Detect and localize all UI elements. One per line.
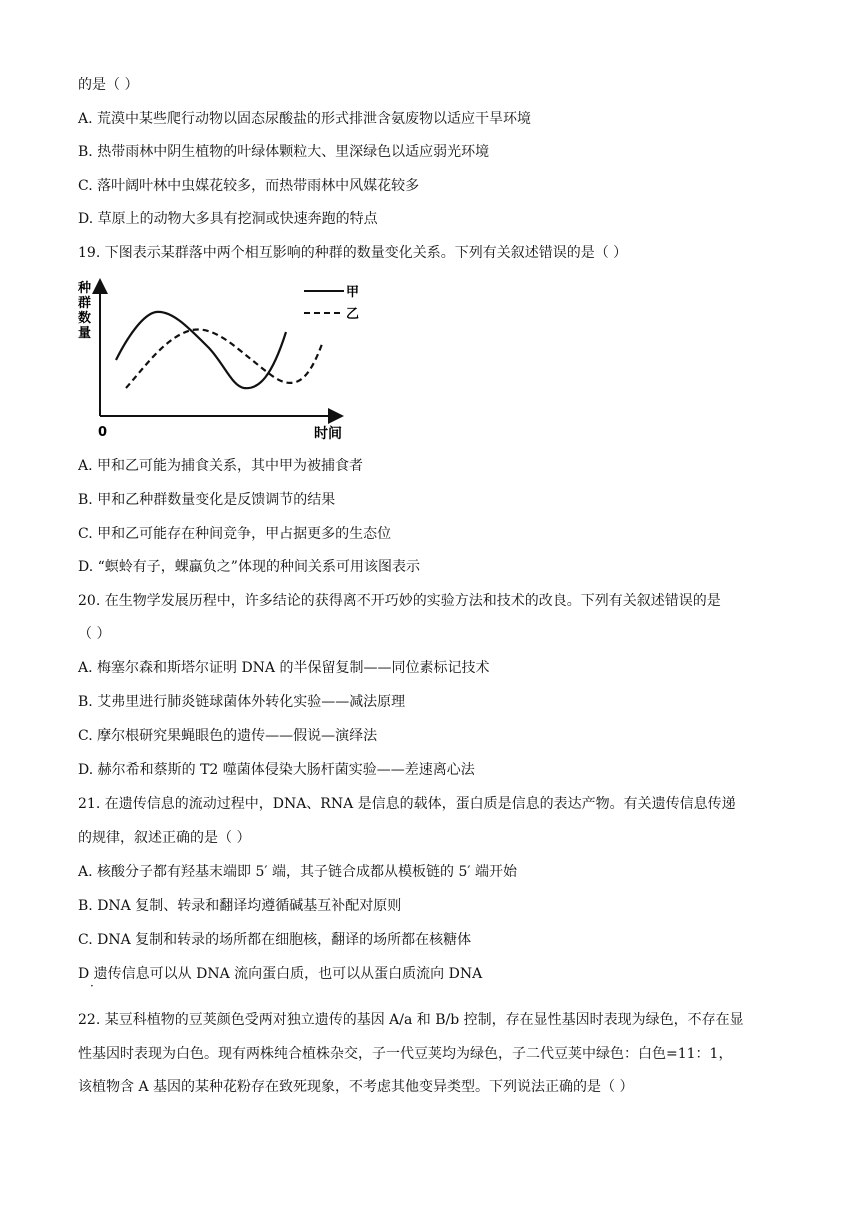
q21-option-c: C. DNA 复制和转录的场所都在细胞核，翻译的场所都在核糖体 xyxy=(78,932,472,948)
q19-option-a: A. 甲和乙可能为捕食关系，其中甲为被捕食者 xyxy=(78,458,364,474)
series-jia-curve xyxy=(116,312,286,388)
q21-option-b: B. DNA 复制、转录和翻译均遵循碱基互补配对原则 xyxy=(78,898,402,914)
question-22: 22. 某豆科植物的豆荚颜色受两对独立遗传的基因 A/a 和 B/b 控制，存在显性基因时表现为绿色，不存在显 xyxy=(78,1012,744,1028)
question-22-cont-1: 性基因时表现为白色。现有两株纯合植株杂交，子一代豆荚均为绿色，子二代豆荚中绿色：白色=11：1， xyxy=(78,1046,733,1062)
option-b: B. 热带雨林中阴生植物的叶绿体颗粒大、里深绿色以适应弱光环境 xyxy=(78,144,490,160)
question-21: 21. 在遗传信息的流动过程中，DNA、RNA 是信息的载体，蛋白质是信息的表达产物。有关遗传信息传递 xyxy=(78,796,736,812)
option-c: C. 落叶阔叶林中虫媒花较多，而热带雨林中风媒花较多 xyxy=(78,178,420,194)
series-yi-curve xyxy=(126,329,322,388)
q19-option-c: C. 甲和乙可能存在种间竞争，甲占据更多的生态位 xyxy=(78,526,392,542)
q20-option-b: B. 艾弗里进行肺炎链球菌体外转化实验——减法原理 xyxy=(78,694,406,710)
legend-jia-label: 甲 xyxy=(346,285,360,300)
population-chart xyxy=(74,276,364,444)
q21-option-a: A. 核酸分子都有羟基末端即 5′ 端，其子链合成都从模板链的 5′ 端开始 xyxy=(78,864,517,880)
q20-option-c: C. 摩尔根研究果蝇眼色的遗传——假说—演绎法 xyxy=(78,728,378,744)
q21-option-d: D 遗传信息可以从 DNA 流向蛋白质，也可以从蛋白质流向 DNA xyxy=(78,966,483,982)
legend-yi-label: 乙 xyxy=(346,307,360,322)
x-axis-label: 时间 xyxy=(314,426,342,442)
y-axis-label-char: 群 xyxy=(78,296,92,311)
q20-option-a: A. 梅塞尔森和斯塔尔证明 DNA 的半保留复制——同位素标记技术 xyxy=(78,660,490,676)
q19-option-d: D. “螟蛉有子，蜾蠃负之”体现的种间关系可用该图表示 xyxy=(78,559,420,575)
y-axis-label-char: 数 xyxy=(78,311,92,326)
option-d: D. 草原上的动物大多具有挖洞或快速奔跑的特点 xyxy=(78,211,378,227)
q19-option-b: B. 甲和乙种群数量变化是反馈调节的结果 xyxy=(78,492,336,508)
question-19: 19. 下图表示某群落中两个相互影响的种群的数量变化关系。下列有关叙述错误的是（ ） xyxy=(78,245,628,261)
question-20-paren: （ ） xyxy=(78,626,111,642)
y-axis-label-char-0 xyxy=(77,280,92,341)
option-a: A. 荒漠中某些爬行动物以固态尿酸盐的形式排泄含氨废物以适应干旱环境 xyxy=(78,111,532,127)
y-axis-label-char: 量 xyxy=(78,326,92,341)
y-axis-label-char: 种 xyxy=(78,281,92,296)
emphasis-dot: · xyxy=(90,979,94,993)
question-22-cont-2: 该植物含 A 基因的某种花粉存在致死现象，不考虑其他变异类型。下列说法正确的是（ ） xyxy=(78,1079,634,1095)
question-21-cont: 的规律，叙述正确的是（ ） xyxy=(78,830,251,846)
origin-label: 0 xyxy=(98,425,108,440)
question-20: 20. 在生物学发展历程中，许多结论的获得离不开巧妙的实验方法和技术的改良。下列有关叙述错误的是 xyxy=(78,593,721,609)
q20-option-d: D. 赫尔希和蔡斯的 T2 噬菌体侵染大肠杆菌实验——差速离心法 xyxy=(78,762,475,778)
population-figure xyxy=(74,276,364,444)
text-line-0: 的是（ ） xyxy=(78,77,139,93)
